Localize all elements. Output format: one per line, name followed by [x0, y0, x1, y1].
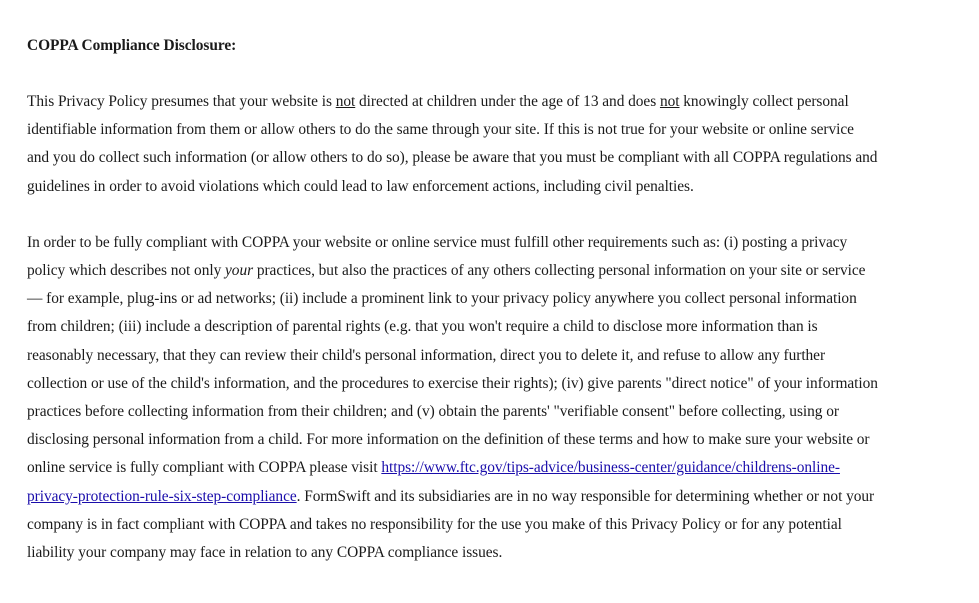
ftc-link-part-2[interactable]: privacy-protection-rule-six-step-compliance: [27, 487, 297, 505]
paragraph-requirements: [27, 229, 979, 567]
p1-line-3: and you do collect such information (or allow others to do so), please be aware that you must be compliant with all COPPA regulations and: [27, 149, 878, 167]
p1-line-4: guidelines in order to avoid violations which could lead to law enforcement actions, including civil penalties.: [27, 177, 694, 195]
p1-line-2: identifiable information from them or allow others to do the same through your site. If this is not true for your website or online service: [27, 121, 854, 139]
p2-line-11: company is in fact compliant with COPPA and takes no responsibility for the use you make of this Privacy Policy or for any potential: [27, 515, 842, 533]
p2-line-9a: online service is fully compliant with COPPA please visit: [27, 459, 382, 477]
document-body: [27, 32, 979, 595]
underlined-not-2: not: [659, 93, 680, 110]
ftc-link-part-1[interactable]: https://www.ftc.gov/tips-advice/business-center/guidance/childrens-online-: [381, 459, 840, 477]
p2-line-10b: . FormSwift and its subsidiaries are in no way responsible for determining whether or not your: [296, 487, 875, 505]
p1-text-2: directed at children under the age of 13 and does: [355, 93, 660, 110]
p2-line-6: collection or use of the child's information, and the procedures to exercise their rights); (iv) give parents "direct notice" of your information: [27, 374, 878, 392]
p1-text-1: This Privacy Policy presumes that your website is: [27, 93, 336, 110]
italic-your: your: [225, 262, 254, 280]
p2-line-5: reasonably necessary, that they can review their child's personal information, direct you to delete it, and refuse to allow any further: [27, 346, 826, 364]
p2-line-2b: practices, but also the practices of any others collecting personal information on your site or service: [253, 262, 866, 280]
p1-text-3: knowingly collect personal: [679, 93, 849, 110]
p2-line-7: practices before collecting information from their children; and (v) obtain the parents' "verifiable consent" before collecting, using or: [27, 403, 839, 421]
p2-line-12: liability your company may face in relation to any COPPA compliance issues.: [27, 544, 503, 562]
p2-line-4: from children; (iii) include a description of parental rights (e.g. that you won't require a child to disclose more information than is: [27, 318, 818, 336]
p2-line-1: In order to be fully compliant with COPPA your website or online service must fulfill other requirements such as: (i) posting a privacy: [27, 233, 848, 251]
paragraph-presumption: [27, 88, 979, 201]
p2-line-2a: policy which describes not only: [27, 262, 226, 280]
section-heading: COPPA Compliance Disclosure:: [27, 37, 237, 54]
p2-line-8: disclosing personal information from a child. For more information on the definition of these terms and how to make sure your website or: [27, 431, 870, 449]
underlined-not-1: not: [335, 93, 356, 110]
p2-line-3: — for example, plug-ins or ad networks; (ii) include a prominent link to your privacy policy anywhere you collect personal information: [27, 290, 857, 308]
